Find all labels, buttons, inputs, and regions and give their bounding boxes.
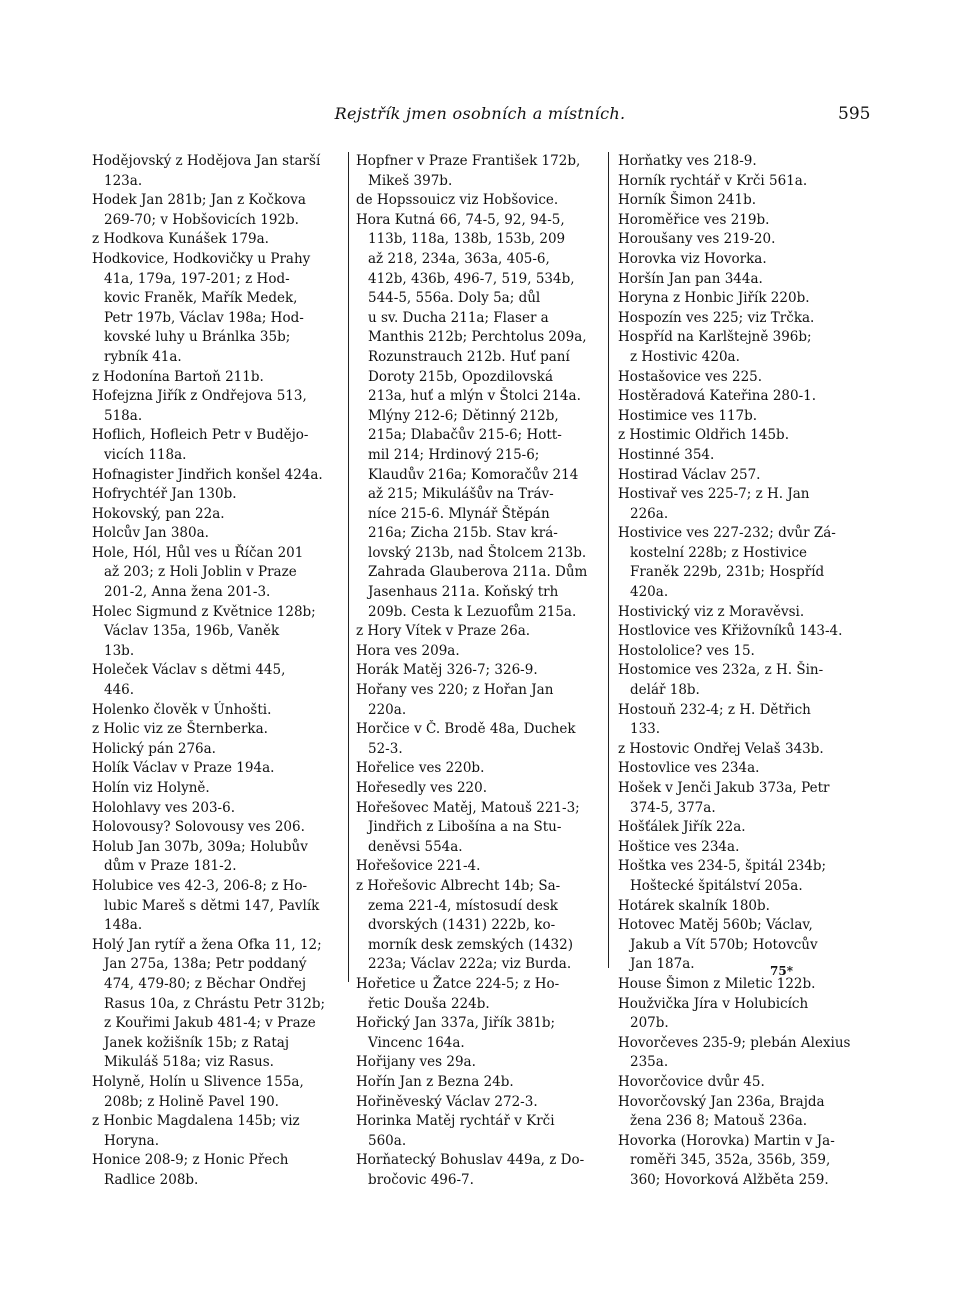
index-entry-line: Rasus 10a, z Chrástu Petr 312b; xyxy=(104,995,326,1012)
index-entry-line: Hořiněveský Václav 272-3. xyxy=(356,1093,538,1110)
index-entry-line: Hoštecké špitálství 205a. xyxy=(630,877,803,894)
index-entry-line: Hotárek skalník 180b. xyxy=(618,897,770,914)
index-entry-line: 544-5, 556a. Doly 5a; důl xyxy=(368,290,541,307)
index-entry-line: Horňatecký Bohuslav 449a, z Do- xyxy=(356,1152,585,1169)
index-entry-line: Mlýny 212-6; Dětinný 212b, xyxy=(368,407,559,424)
index-entry-line: Hofnagister Jindřich konšel 424a. xyxy=(92,466,323,483)
index-entry-line: Vincenc 164a. xyxy=(368,1034,465,1051)
index-entry-line: Horinka Matěj rychtář v Krči xyxy=(356,1113,555,1130)
index-entry-line: Holcův Jan 380a. xyxy=(92,525,209,542)
column-divider xyxy=(608,152,609,968)
index-entry-line: z Hostimic Oldřich 145b. xyxy=(618,427,789,444)
index-column-2 xyxy=(356,152,606,1190)
index-entry-line: Hořany ves 220; z Hořan Jan xyxy=(356,682,554,699)
index-entry-line: Hostouň 232-4; z H. Dětřich xyxy=(618,701,811,718)
index-entry-line: Hostovlice ves 234a. xyxy=(618,760,760,777)
index-entry-line: z Hory Vítek v Praze 26a. xyxy=(356,623,531,640)
index-entry-line: až 203; z Holi Joblin v Praze xyxy=(104,564,297,581)
index-entry-line: Hostivař ves 225-7; z H. Jan xyxy=(618,486,810,503)
index-entry-line: z Hořešovic Albrecht 14b; Sa- xyxy=(356,877,561,894)
index-entry-line: Horák Matěj 326-7; 326-9. xyxy=(356,662,538,679)
index-entry-line: 474, 479-80; z Běchar Ondřej xyxy=(104,975,307,992)
index-entry-line: až 215; Mikulášův na Tráv- xyxy=(368,486,554,503)
index-entry-line: Hostololice? ves 15. xyxy=(618,642,755,659)
index-entry-line: Janek kožišník 15b; z Rataj xyxy=(104,1034,290,1051)
index-entry-line: 41a, 179a, 197-201; z Hod- xyxy=(104,270,290,287)
index-entry-line: Hořijany ves 29a. xyxy=(356,1054,476,1071)
index-entry-line: Holeček Václav s dětmi 445, xyxy=(92,662,286,679)
index-entry-line: 148a. xyxy=(104,917,143,934)
index-entry-line: Holenko člověk v Únhošti. xyxy=(92,701,272,718)
index-entry-line: Holubice ves 42-3, 206-8; z Ho- xyxy=(92,877,308,894)
index-entry-line: Hořelice ves 220b. xyxy=(356,760,485,777)
index-entry-line: Petr 197b, Václav 198a; Hod- xyxy=(104,309,304,326)
index-entry-line: 223a; Václav 222a; viz Burda. xyxy=(368,956,572,973)
index-entry-line: 518a. xyxy=(104,407,143,424)
index-entry-line: Hoštice ves 234a. xyxy=(618,838,740,855)
index-entry-line: z Hodonína Bartoň 211b. xyxy=(92,368,264,385)
index-entry-line: kostelní 228b; z Hostivice xyxy=(630,544,807,561)
index-entry-line: Horyna. xyxy=(104,1132,160,1149)
index-entry-line: Hospozín ves 225; viz Trčka. xyxy=(618,309,815,326)
index-entry-line: Hořetice u Žatce 224-5; z Ho- xyxy=(356,975,560,992)
index-entry-line: Hofejzna Jiřík z Ondřejova 513, xyxy=(92,388,307,405)
index-entry-line: Holec Sigmund z Květnice 128b; xyxy=(92,603,316,620)
index-entry-line: z Hostivic 420a. xyxy=(630,348,740,365)
index-entry-line: vicích 118a. xyxy=(104,446,187,463)
index-entry-line: Klaudův 216a; Komoračův 214 xyxy=(368,466,579,483)
index-entry-line: 269-70; v Hobšovicích 192b. xyxy=(104,211,299,228)
index-entry-line: Hofrychtéř Jan 130b. xyxy=(92,486,237,503)
index-entry-line: Holín viz Holyně. xyxy=(92,780,210,796)
index-entry-line: 213a, huť a mlýn v Štolci 214a. xyxy=(368,388,581,405)
index-entry-line: řetic Douša 224b. xyxy=(368,995,490,1012)
index-entry-line: 360; Hovorková Alžběta 259. xyxy=(630,1171,829,1188)
index-entry-line: Hošek v Jenči Jakub 373a, Petr xyxy=(618,780,830,796)
index-entry-line: Franěk 229b, 231b; Hospříd xyxy=(630,564,825,581)
index-entry-line: 201-2, Anna žena 201-3. xyxy=(104,584,271,601)
index-entry-line: 133. xyxy=(630,721,661,738)
index-entry-line: Hopfner v Praze František 172b, xyxy=(356,153,581,169)
index-entry-line: de Hopssouicz viz Hobšovice. xyxy=(356,192,559,209)
index-entry-line: Horník rychtář v Krči 561a. xyxy=(618,172,808,189)
index-entry-line: Jasenhaus 211a. Koňský trh xyxy=(368,584,559,601)
index-entry-line: až 218, 234a, 363a, 405-6, xyxy=(368,250,550,267)
index-entry-line: Holovousy? Solovousy ves 206. xyxy=(92,819,305,836)
index-entry-line: 420a. xyxy=(630,584,669,601)
index-entry-line: 235a. xyxy=(630,1054,669,1071)
index-entry-line: morník desk zemských (1432) xyxy=(368,936,573,953)
index-entry-line: Jakub a Vít 570b; Hotovcův xyxy=(630,936,818,953)
index-entry-line: Holub Jan 307b, 309a; Holubův xyxy=(92,838,308,855)
index-entry-line: z Holic viz ze Šternberka. xyxy=(92,721,268,738)
index-entry-line: Horovka viz Hovorka. xyxy=(618,250,767,267)
index-entry-line: 215a; Dlabačův 215-6; Hott- xyxy=(368,427,562,444)
index-entry-line: Hospříd na Karlštejně 396b; xyxy=(618,329,812,346)
index-entry-line: dvorských (1431) 222b, ko- xyxy=(368,917,556,934)
column-divider xyxy=(348,152,349,982)
index-entry-line: roměři 345, 352a, 356b, 359, xyxy=(630,1152,831,1169)
index-entry-line: Hostomice ves 232a, z H. Šin- xyxy=(618,662,824,679)
index-entry-line: kovské luhy u Bránlka 35b; xyxy=(104,329,291,346)
index-entry-line: Jan 187a. xyxy=(630,956,695,973)
index-entry-line: 220a. xyxy=(368,701,407,718)
index-entry-line: Hodek Jan 281b; Jan z Kočkova xyxy=(92,192,306,209)
index-entry-line: dům v Praze 181-2. xyxy=(104,858,237,875)
index-entry-line: 13b. xyxy=(104,642,135,659)
index-entry-line: Hovorčovice dvůr 45. xyxy=(618,1073,765,1090)
index-entry-line: z Kouřimi Jakub 481-4; v Praze xyxy=(104,1015,316,1032)
index-entry-line: Hořesedly ves 220. xyxy=(356,780,488,796)
index-entry-line: Václav 135a, 196b, Vaněk xyxy=(104,623,280,640)
index-entry-line: Doroty 215b, Opozdilovská xyxy=(368,368,554,385)
index-entry-line: Horňatky ves 218-9. xyxy=(618,153,757,169)
index-entry-line: Horoměřice ves 219b. xyxy=(618,211,770,228)
index-entry-line: 446. xyxy=(104,682,135,699)
index-entry-line: Hora Kutná 66, 74-5, 92, 94-5, xyxy=(356,211,565,228)
index-entry-line: Hovorka (Horovka) Martin v Ja- xyxy=(618,1132,835,1149)
index-entry-line: Honice 208-9; z Honic Přech xyxy=(92,1152,289,1169)
index-entry-line: Hole, Hól, Hůl ves u Říčan 201 xyxy=(92,544,304,561)
index-entry-line: z Honbic Magdalena 145b; viz xyxy=(92,1113,300,1130)
index-entry-line: 208b; z Holině Pavel 190. xyxy=(104,1093,279,1110)
index-entry-line: Manthis 212b; Perchtolus 209a, xyxy=(368,329,587,346)
index-entry-line: Hoflich, Hofleich Petr v Budějo- xyxy=(92,427,309,444)
index-entry-line: Hostimice ves 117b. xyxy=(618,407,758,424)
index-entry-line: Hošťálek Jiřík 22a. xyxy=(618,819,746,836)
index-entry-line: mil 214; Hrdinový 215-6; xyxy=(368,446,540,463)
page-number: 595 xyxy=(838,104,871,124)
index-entry-line: 207b. xyxy=(630,1015,669,1032)
index-entry-line: Holohlavy ves 203-6. xyxy=(92,799,235,816)
index-column-1 xyxy=(92,152,352,1190)
index-entry-line: Hostivický viz z Moravěvsi. xyxy=(618,603,805,620)
index-entry-line: Hořešovec Matěj, Matouš 221-3; xyxy=(356,799,580,816)
index-entry-line: 113b, 118a, 138b, 153b, 209 xyxy=(368,231,566,248)
index-entry-line: Hořín Jan z Bezna 24b. xyxy=(356,1073,514,1090)
index-entry-line: Hodkovice, Hodkovičky u Prahy xyxy=(92,250,311,267)
index-entry-line: Hokovský, pan 22a. xyxy=(92,505,225,522)
index-entry-line: House Šimon z Miletic 122b. xyxy=(618,975,816,992)
index-entry-line: 209b. Cesta k Lezuofům 215a. xyxy=(368,603,577,620)
index-entry-line: Hovorčeves 235-9; plebán Alexius xyxy=(618,1034,851,1051)
index-entry-line: bročovic 496-7. xyxy=(368,1171,474,1188)
index-entry-line: Horyna z Honbic Jiřík 220b. xyxy=(618,290,810,307)
index-entry-line: Hovorčovský Jan 236a, Brajda xyxy=(618,1093,825,1110)
index-entry-line: Horčice v Č. Brodě 48a, Duchek xyxy=(356,721,576,738)
index-entry-line: Hořický Jan 337a, Jiřík 381b; xyxy=(356,1015,556,1032)
index-entry-line: žena 236 8; Matouš 236a. xyxy=(630,1113,808,1130)
index-entry-line: Zahrada Glauberova 211a. Dům xyxy=(368,564,588,581)
index-entry-line: Hostašovice ves 225. xyxy=(618,368,763,385)
index-entry-line: 374-5, 377a. xyxy=(630,799,716,816)
index-entry-line: Rozunstrauch 212b. Huť paní xyxy=(368,348,570,365)
index-entry-line: delář 18b. xyxy=(630,682,700,699)
index-entry-line: Hostinné 354. xyxy=(618,446,715,463)
index-entry-line: Hořešovice 221-4. xyxy=(356,858,481,875)
index-column-3 xyxy=(618,152,870,1190)
index-entry-line: Holyně, Holín u Slivence 155a, xyxy=(92,1073,304,1090)
index-entry-line: Jindřich z Libošína a na Stu- xyxy=(368,819,562,836)
index-entry-line: u sv. Ducha 211a; Flaser a xyxy=(368,309,549,326)
index-entry-line: Houžvička Jíra v Holubicích xyxy=(618,995,809,1012)
index-entry-line: zema 221-4, místosudí desk xyxy=(368,897,558,914)
index-entry-line: z Hostovic Ondřej Velaš 343b. xyxy=(618,740,824,757)
index-entry-line: Radlice 208b. xyxy=(104,1171,199,1188)
index-entry-line: kovic Franěk, Mařík Medek, xyxy=(104,290,298,307)
index-entry-line: Holický pán 276a. xyxy=(92,740,216,757)
index-entry-line: lovský 213b, nad Štolcem 213b. xyxy=(368,544,587,561)
index-entry-line: deněvsi 554a. xyxy=(368,838,463,855)
index-entry-line: 123a. xyxy=(104,172,143,189)
index-entry-line: z Hodkova Kunášek 179a. xyxy=(92,231,269,248)
index-entry-line: Hostirad Václav 257. xyxy=(618,466,761,483)
index-entry-line: Hostěradová Kateřina 280-1. xyxy=(618,388,817,405)
index-entry-line: 412b, 436b, 496-7, 519, 534b, xyxy=(368,270,575,287)
index-entry-line: Hostivice ves 227-232; dvůr Zá- xyxy=(618,525,836,542)
printer-signature-mark: 75* xyxy=(770,964,793,978)
index-entry-line: níce 215-6. Mlynář Štěpán xyxy=(368,505,550,522)
index-entry-line: rybník 41a. xyxy=(104,348,182,365)
index-entry-line: Mikuláš 518a; viz Rasus. xyxy=(104,1054,274,1071)
index-entry-line: Jan 275a, 138a; Petr poddaný xyxy=(104,956,307,973)
index-entry-line: Horoušany ves 219-20. xyxy=(618,231,776,248)
index-entry-line: 216a; Zicha 215b. Stav krá- xyxy=(368,525,558,542)
index-entry-line: Hodějovský z Hodějova Jan starší xyxy=(92,153,321,169)
index-entry-line: 52-3. xyxy=(368,740,403,757)
index-entry-line: Holý Jan rytíř a žena Ofka 11, 12; xyxy=(92,936,322,953)
index-entry-line: Hora ves 209a. xyxy=(356,642,460,659)
page-title: Rejstřík jmen osobních a místních. xyxy=(334,104,626,123)
index-entry-line: Horník Šimon 241b. xyxy=(618,192,757,209)
index-entry-line: Hoštka ves 234-5, špitál 234b; xyxy=(618,858,827,875)
index-entry-line: lubic Mareš s dětmi 147, Pavlík xyxy=(104,897,320,914)
index-entry-line: 560a. xyxy=(368,1132,407,1149)
index-entry-line: Mikeš 397b. xyxy=(368,172,453,189)
index-entry-line: Horšín Jan pan 344a. xyxy=(618,270,763,287)
index-entry-line: Hostlovice ves Křižovníků 143-4. xyxy=(618,623,843,640)
index-entry-line: 226a. xyxy=(630,505,669,522)
index-entry-line: Hotovec Matěj 560b; Václav, xyxy=(618,917,813,934)
index-entry-line: Holík Václav v Praze 194a. xyxy=(92,760,275,777)
